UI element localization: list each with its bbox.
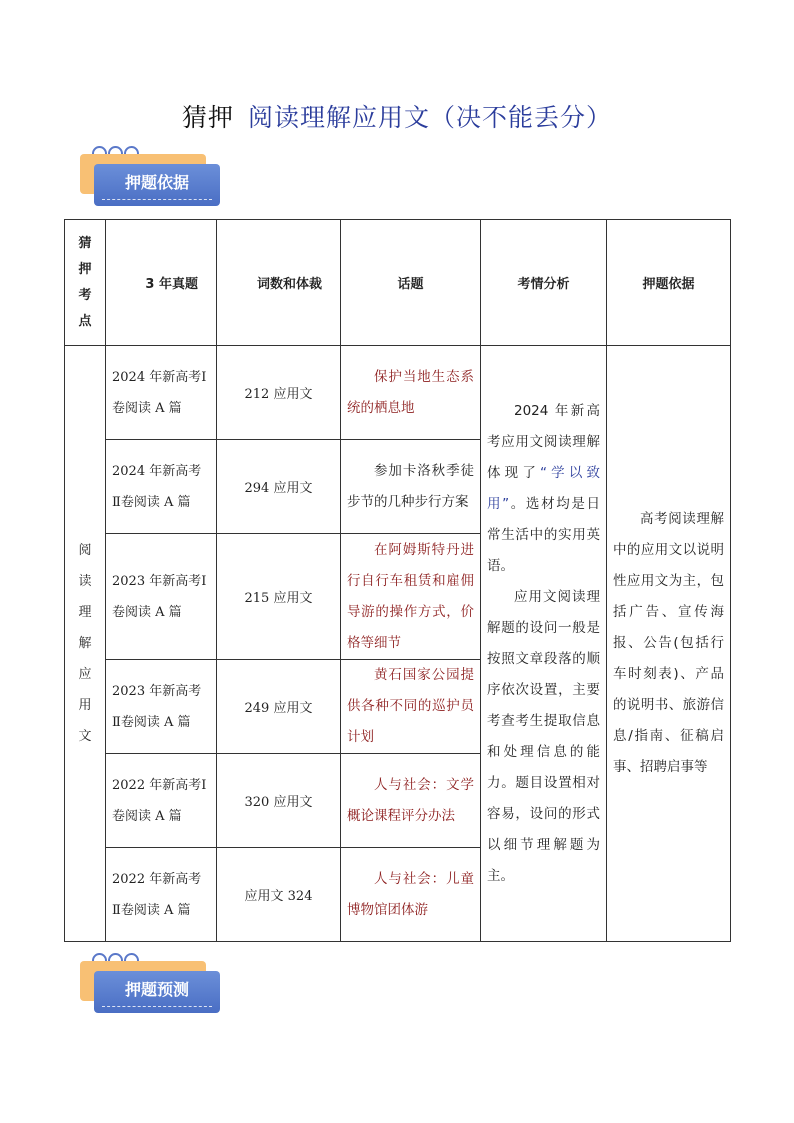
header-words: 词数和体裁 <box>217 220 341 346</box>
cell-exam: 2022 年新高考Ⅰ卷阅读 A 篇 <box>106 754 217 848</box>
table-row <box>65 346 731 440</box>
table-header-row <box>65 220 731 346</box>
cell-exam: 2023 年新高考Ⅰ卷阅读 A 篇 <box>106 534 217 660</box>
cell-topic: 人与社会：文学概论课程评分办法 <box>341 754 481 848</box>
header-topic: 话题 <box>341 220 481 346</box>
cell-exam: 2022 年新高考Ⅱ卷阅读 A 篇 <box>106 848 217 942</box>
cell-words: 294 应用文 <box>217 440 341 534</box>
badge-label: 押题依据 <box>94 164 220 206</box>
header-exam: 3 年真题 <box>106 220 217 346</box>
cell-topic: 黄石国家公园提供各种不同的巡护员计划 <box>341 660 481 754</box>
cell-point: 阅读理解应用文 <box>65 346 106 942</box>
cell-topic: 保护当地生态系统的栖息地 <box>341 346 481 440</box>
cell-topic: 参加卡洛秋季徒步节的几种步行方案 <box>341 440 481 534</box>
cell-words: 249 应用文 <box>217 660 341 754</box>
cell-words: 320 应用文 <box>217 754 341 848</box>
exam-table <box>64 219 731 942</box>
title-main: 阅读理解应用文（决不能丢分） <box>248 103 613 132</box>
page-title <box>0 98 794 134</box>
section-badge-basis <box>80 146 226 212</box>
header-point: 猜押考点 <box>65 220 106 346</box>
section-badge-forecast <box>80 953 226 1019</box>
cell-topic: 在阿姆斯特丹进行自行车租赁和雇佣导游的操作方式，价格等细节 <box>341 534 481 660</box>
cell-basis: 高考阅读理解中的应用文以说明性应用文为主，包括广告、宣传海报、公告(包括行车时刻表)、产品的说明书、旅游信息/指南、征稿启事、招聘启事等 <box>607 346 731 942</box>
cell-exam: 2024 年新高考Ⅱ卷阅读 A 篇 <box>106 440 217 534</box>
header-basis: 押题依据 <box>607 220 731 346</box>
cell-exam: 2023 年新高考Ⅱ卷阅读 A 篇 <box>106 660 217 754</box>
title-lead: 猜押 <box>181 103 234 132</box>
cell-words: 212 应用文 <box>217 346 341 440</box>
cell-analysis: 2024 年新高考应用文阅读理解体现了“学以致用”。选材均是日常生活中的实用英语。 应用文阅读理解题的设问一般是按照文章段落的顺序依次设置，主要考查考生提取信息和处理信息的能力。题目设置相对容易，设问的形式以细节理解题为主。 <box>481 346 607 942</box>
cell-words: 应用文 324 <box>217 848 341 942</box>
cell-words: 215 应用文 <box>217 534 341 660</box>
cell-exam: 2024 年新高考Ⅰ卷阅读 A 篇 <box>106 346 217 440</box>
badge-label: 押题预测 <box>94 971 220 1013</box>
header-analysis: 考情分析 <box>481 220 607 346</box>
cell-topic: 人与社会：儿童博物馆团体游 <box>341 848 481 942</box>
